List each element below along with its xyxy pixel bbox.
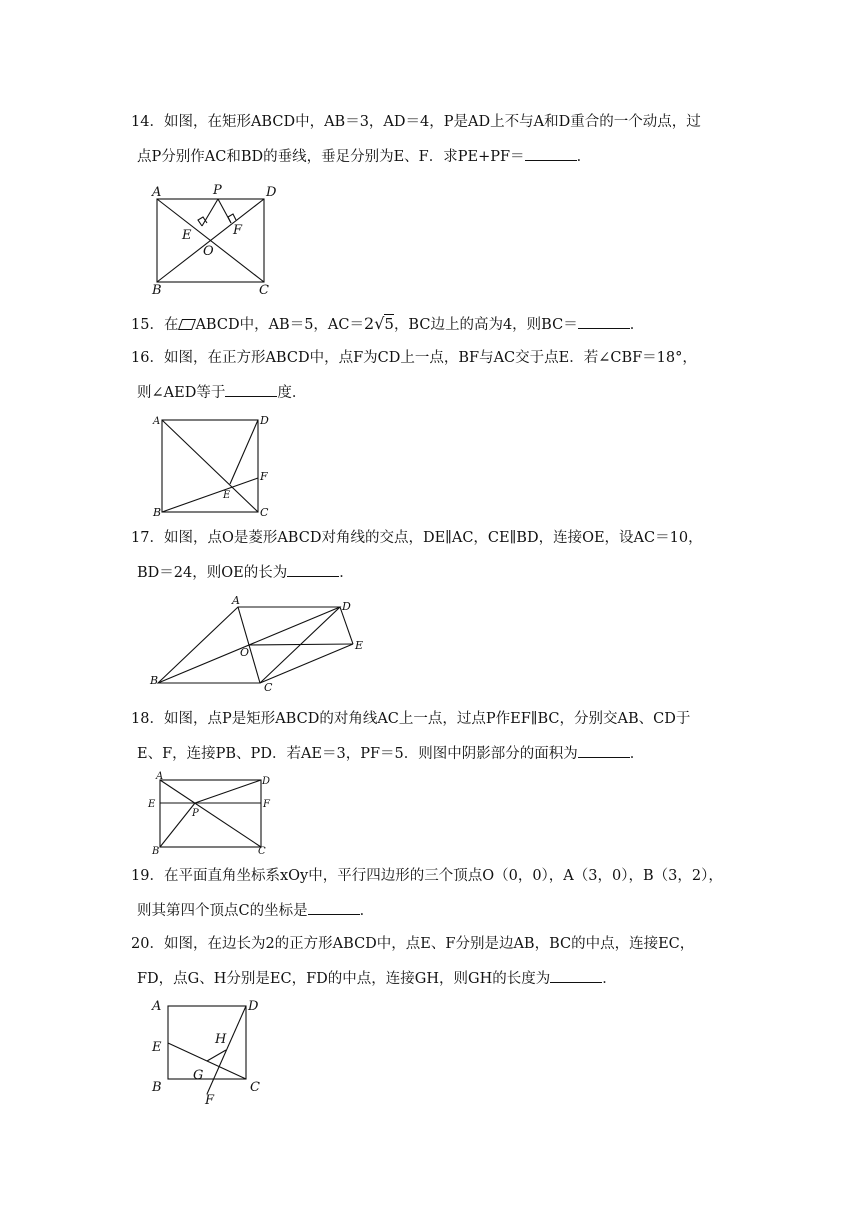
segment-ce-17 <box>260 644 353 683</box>
figure-18-rectangle <box>148 772 278 856</box>
question-18 <box>131 709 731 763</box>
label-a-14: A <box>152 185 162 200</box>
label-d-17: D <box>342 600 351 613</box>
question-20 <box>131 934 731 988</box>
parallelogram-icon <box>178 319 196 330</box>
figure-16-square <box>150 410 275 522</box>
question-18-line-2: E、F，连接PB、PD．若AE＝3，PF＝5．则图中阴影部分的面积为 ． <box>137 743 731 763</box>
question-14-line-1: 14．如图，在矩形ABCD中，AB＝3，AD＝4，P是AD上不与A和D重合的一个动点，过 <box>131 114 701 130</box>
question-19 <box>131 866 731 920</box>
label-a-18: A <box>156 771 164 782</box>
segment-bf-16 <box>162 478 258 512</box>
question-16-line-1: 16．如图，在正方形ABCD中，点F为CD上一点，BF与AC交于点E．若∠CBF＝18°， <box>131 350 697 366</box>
segment-gh-20 <box>207 1050 226 1061</box>
answer-blank-15[interactable] <box>578 314 630 329</box>
segment-fd-20 <box>207 1006 246 1094</box>
question-14-line-2: 点P分别作AC和BD的垂线，垂足分别为E、F．求PE+PF＝ ． <box>137 146 731 166</box>
label-p-14: P <box>213 183 222 198</box>
label-f-20: F <box>205 1093 215 1108</box>
label-f-18: F <box>263 799 270 810</box>
label-o-14: O <box>203 244 214 259</box>
label-a-20: A <box>152 999 162 1014</box>
label-f-16: F <box>260 470 268 483</box>
label-b-18: B <box>152 846 160 857</box>
label-c-18: C <box>258 846 266 857</box>
label-d-20: D <box>248 999 259 1014</box>
answer-blank-20[interactable] <box>550 968 602 983</box>
label-e-17: E <box>355 639 364 652</box>
label-p-18: P <box>192 808 199 819</box>
diagonal-ac-18 <box>160 780 261 847</box>
figure-17-rhombus <box>148 594 373 696</box>
segment-pb-18 <box>160 803 195 847</box>
label-c-20: C <box>250 1080 260 1095</box>
answer-blank-19[interactable] <box>308 900 360 915</box>
question-15-line-1: 15．在 ABCD中，AB＝5，AC＝2√5，BC边上的高为4，则BC＝ ． <box>131 314 645 333</box>
label-b-16: B <box>153 506 162 519</box>
question-20-line-1: 20．如图，在边长为2的正方形ABCD中，点E、F分别是边AB，BC的中点，连接EC， <box>131 936 695 952</box>
label-g-20: G <box>193 1068 204 1083</box>
perp-pe-14 <box>202 199 218 226</box>
label-e-18: E <box>148 799 156 810</box>
question-17-line-2: BD＝24，则OE的长为 ． <box>137 562 731 582</box>
radical-expression: 2√5 <box>364 314 394 333</box>
radical-sign-icon: √ <box>374 314 385 333</box>
label-a-17: A <box>232 594 240 607</box>
label-d-18: D <box>262 776 271 787</box>
question-20-line-2: FD，点G、H分别是EC，FD的中点，连接GH，则GH的长度为 ． <box>137 968 731 988</box>
label-d-14: D <box>266 185 277 200</box>
question-19-line-1: 19．在平面直角坐标系xOy中，平行四边形的三个顶点O（0，0），A（3，0），B（3，2）， <box>131 868 723 884</box>
label-e-20: E <box>152 1040 162 1055</box>
label-b-17: B <box>150 674 159 687</box>
answer-blank-18[interactable] <box>578 743 630 758</box>
segment-pd-18 <box>195 780 261 803</box>
question-16-line-2: 则∠AED等于 度． <box>137 382 731 402</box>
label-e-14: E <box>182 228 192 243</box>
question-17-line-1: 17．如图，点O是菱形ABCD对角线的交点，DE∥AC，CE∥BD，连接OE，设AC＝10， <box>131 530 703 546</box>
label-f-14: F <box>233 223 243 238</box>
label-b-14: B <box>152 283 162 298</box>
question-15 <box>131 314 731 334</box>
label-c-14: C <box>259 283 269 298</box>
label-h-20: H <box>215 1032 227 1047</box>
segment-oe-17 <box>249 644 353 645</box>
question-17 <box>131 528 731 582</box>
answer-blank-17[interactable] <box>287 562 339 577</box>
label-a-16: A <box>153 416 161 427</box>
segment-ed-16 <box>230 420 258 484</box>
label-b-20: B <box>152 1080 162 1095</box>
label-c-16: C <box>260 506 269 519</box>
question-16 <box>131 348 731 402</box>
question-19-line-2: 则其第四个顶点C的坐标是 ． <box>137 900 731 920</box>
label-d-16: D <box>260 414 269 427</box>
answer-blank-14[interactable] <box>525 146 577 161</box>
question-18-line-1: 18．如图，点P是矩形ABCD的对角线AC上一点，过点P作EF∥BC，分别交AB、CD于 <box>131 711 691 727</box>
answer-blank-16[interactable] <box>225 382 277 397</box>
label-e-16: E <box>223 490 231 501</box>
label-o-17: O <box>240 646 250 659</box>
question-14 <box>131 112 731 166</box>
diagonal-ac-16 <box>162 420 258 512</box>
square-abcd-20 <box>168 1006 246 1079</box>
figure-20-square <box>148 994 273 1106</box>
figure-14-rectangle <box>150 182 280 300</box>
label-c-17: C <box>264 681 273 694</box>
